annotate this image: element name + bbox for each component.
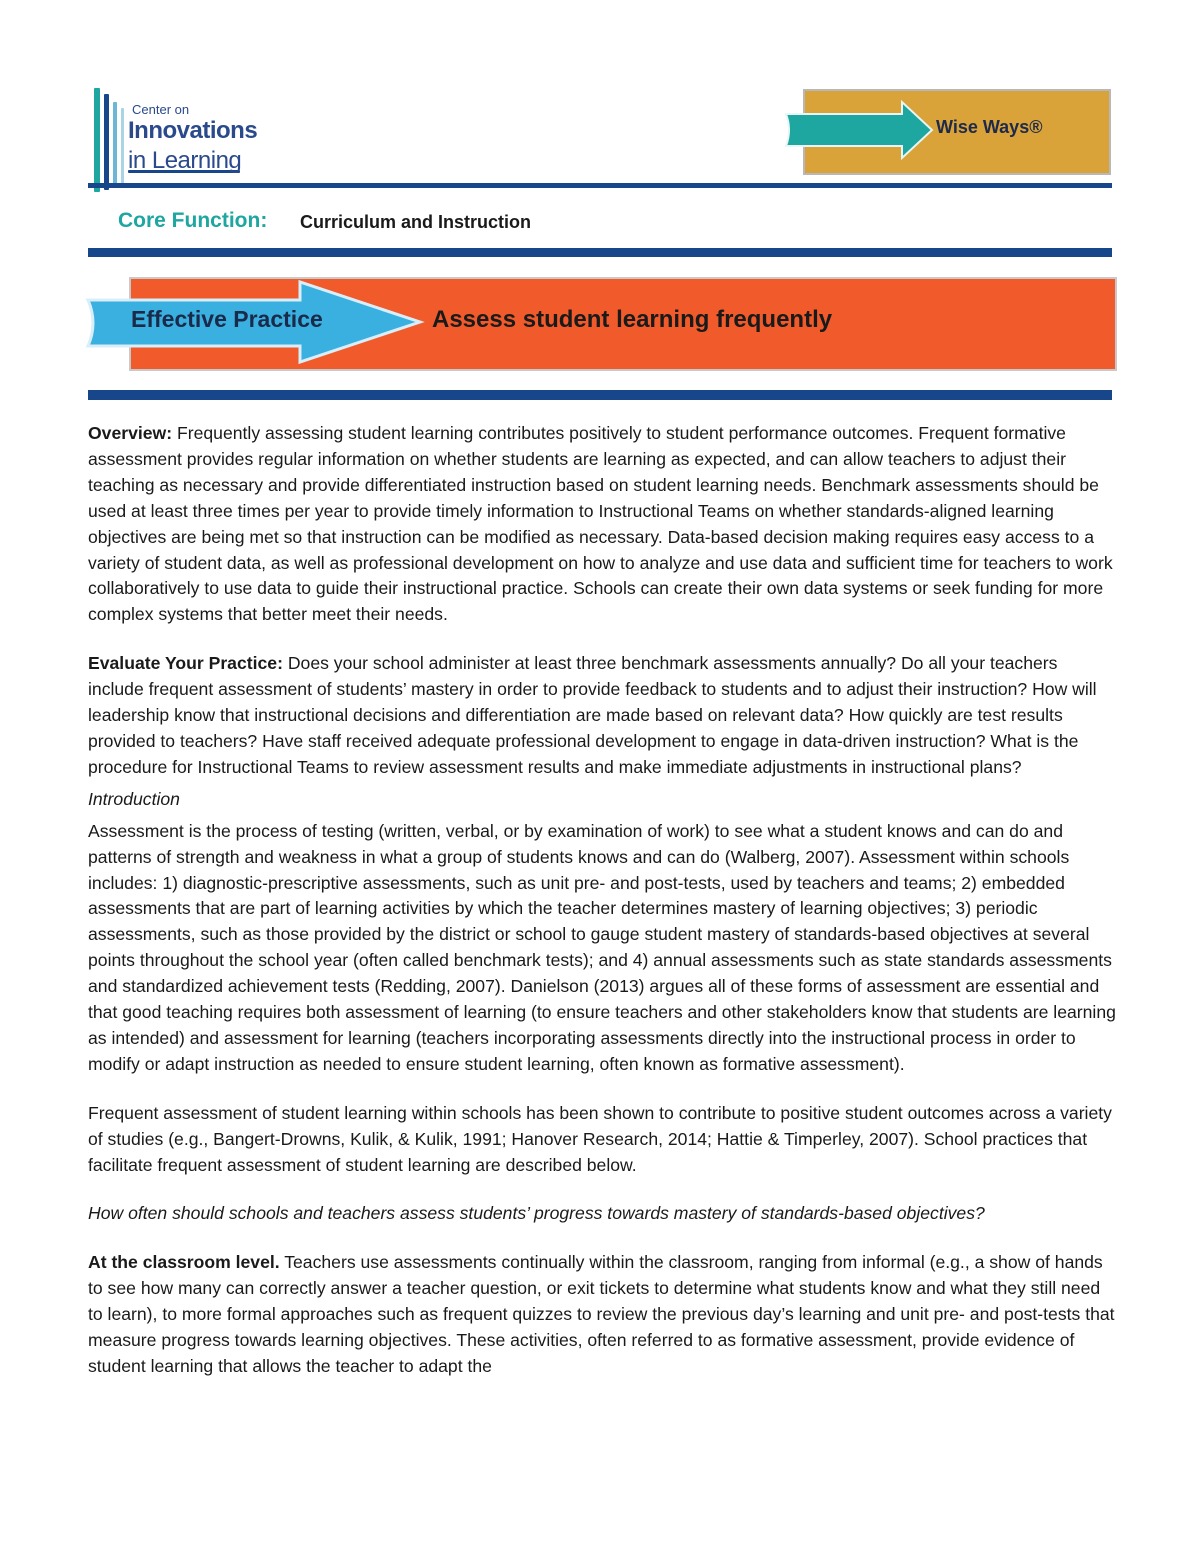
body-content: [88, 421, 1118, 1380]
core-function-rule: [88, 248, 1112, 257]
banner-rule: [88, 390, 1112, 400]
classroom-text: Teachers use assessments continually within the classroom, ranging from informal (e.g., a show of hands to see how many can correctly answer a teacher question, or exit tickets to determine what students know and what they still need to learn), to more formal approaches such as frequent quizzes to review the previous day’s learning and unit pre- and post-tests that measure progress towards learning objectives. These activities, often referred to as formative assessment, provide evidence of student learning that allows the teacher to adapt the: [88, 1252, 1115, 1376]
practice-title: Assess student learning frequently: [432, 306, 833, 333]
classroom-paragraph: [88, 1250, 1118, 1380]
evaluate-text: Does your school administer at least three benchmark assessments annually? Do all your teachers include frequent assessment of students’ mastery in order to provide feedback to students and to adjust their instruction? How will leadership know that instructional decisions and differentiation are made based on relevant data? How quickly are test results provided to teachers? Have staff received adequate professional development to engage in data-driven instruction? What is the procedure for Instructional Teams to review assessment results and make immediate adjustments in instructional plans?: [88, 653, 1097, 777]
question-heading: How often should schools and teachers assess students’ progress towards mastery of standards-based objectives?: [88, 1203, 985, 1224]
classroom-label: At the classroom level.: [88, 1252, 280, 1273]
evaluate-paragraph: [88, 651, 1118, 781]
core-function-label: Core Function:: [118, 209, 268, 232]
overview-label: Overview:: [88, 423, 173, 443]
wise-ways-label: Wise Ways®: [936, 117, 1043, 137]
logo-line-1: Center on: [132, 102, 190, 117]
evaluate-label: Evaluate Your Practice:: [88, 653, 283, 674]
header-rule: [88, 183, 1112, 188]
logo-line-3: in Learning: [128, 147, 242, 174]
core-function-value: Curriculum and Instruction: [300, 212, 532, 232]
logo: [88, 84, 288, 194]
intro-paragraph-2: Frequent assessment of student learning within schools has been shown to contribute to positive student outcomes across a variety of studies (e.g., Bangert-Drowns, Kulik, & Kulik, 1991; Hanover Research, 2014; Hattie & Timperley, 2007). School practices that facilitate frequent assessment of student learning are described below.: [88, 1102, 1112, 1175]
intro-heading: Introduction: [88, 788, 180, 809]
logo-line-2: Innovations: [128, 117, 258, 144]
intro-paragraph-1: Assessment is the process of testing (written, verbal, or by examination of work) to see what a student knows and can do and patterns of strength and weakness in what a group of students knows and can do (Walberg, 2007). Assessment within schools includes: 1) diagnostic-prescriptive assessments, such as unit pre- and post-tests, used by teachers and teams; 2) embedded assessments that are part of learning activities by which the teacher determines mastery of learning objectives; 3) periodic assessments, such as those provided by the district or school to gauge student mastery of standards-based objectives at several points throughout the school year (often called benchmark tests); and 4) annual assessments such as state standards assessments and standardized achievement tests (Redding, 2007). Danielson (2013) argues all of these forms of assessment are essential and that good teaching requires both assessment of learning (to ensure teachers and other stakeholders know that students are learning as intended) and assessment for learning (teachers incorporating assessments directly into the instructional process in order to modify or adapt instruction as needed to ensure student learning, often known as formative assessment).: [88, 820, 1116, 1074]
wise-ways-badge: [782, 86, 1116, 180]
effective-practice-banner: [84, 276, 1120, 376]
overview-text: Frequently assessing student learning contributes positively to student performance outcomes. Frequent formative assessment provides regular information on whether students are learning as expected, and can allow teachers to adjust their teaching as necessary and provide differentiated instruction based on student learning needs. Benchmark assessments should be used at least three times per year to provide timely information to Instructional Teams on whether standards-aligned learning objectives are being met so that instruction can be modified as necessary. Data-based decision making requires easy access to a variety of student data, as well as professional development on how to analyze and use data and sufficient time for teachers to work collaboratively to use data to guide their instructional practice. Schools can create their own data systems or seek funding for more complex systems that better meet their needs.: [88, 423, 1113, 625]
overview-paragraph: [88, 421, 1118, 628]
effective-practice-label: Effective Practice: [131, 306, 323, 332]
